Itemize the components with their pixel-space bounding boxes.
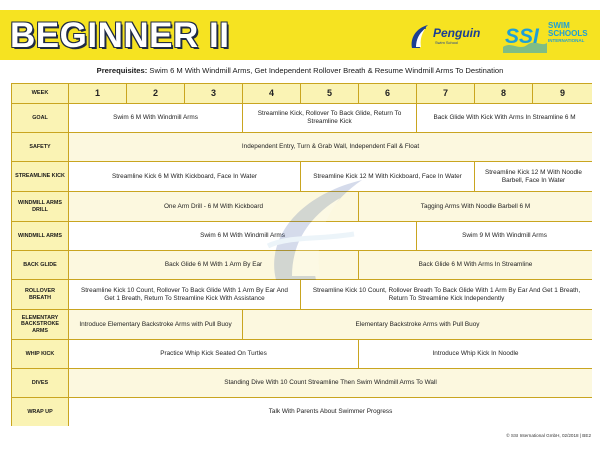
lesson-plan-table bbox=[11, 83, 592, 426]
row-label-rollover-breath: ROLLOVER BREATH bbox=[12, 280, 69, 310]
streamline-kick-weeks-8-9: Streamline Kick 12 M With Noodle Barbell, Face In Water bbox=[475, 162, 592, 192]
page-title: BEGINNER II bbox=[10, 16, 230, 55]
penguin-logo bbox=[408, 24, 494, 50]
row-label-whip-kick: WHIP KICK bbox=[12, 340, 69, 369]
week-8: 8 bbox=[475, 84, 533, 104]
windmill-arms-weeks-7-9: Swim 9 M With Windmill Arms bbox=[417, 222, 592, 251]
ssi-wave-icon bbox=[503, 21, 547, 53]
goal-weeks-7-9: Back Glide With Kick With Arms In Streamline 6 M bbox=[417, 104, 592, 133]
elementary-backstroke-weeks-1-3: Introduce Elementary Backstroke Arms with Pull Buoy bbox=[69, 310, 243, 340]
wrap-up-weeks-1-9: Talk With Parents About Swimmer Progress bbox=[69, 398, 592, 426]
row-label-goal: GOAL bbox=[12, 104, 69, 133]
dives-weeks-1-9: Standing Dive With 10 Count Streamline Then Swim Windmill Arms To Wall bbox=[69, 369, 592, 398]
week-1: 1 bbox=[69, 84, 127, 104]
streamline-kick-weeks-1-4: Streamline Kick 6 M With Kickboard, Face In Water bbox=[69, 162, 301, 192]
row-label-dives: DIVES bbox=[12, 369, 69, 398]
windmill-arms-weeks-1-6: Swim 6 M With Windmill Arms bbox=[69, 222, 417, 251]
prerequisites-text: Swim 6 M With Windmill Arms, Get Independent Rollover Breath & Resume Windmill Arms To Destination bbox=[149, 66, 504, 75]
row-label-safety: SAFETY bbox=[12, 133, 69, 162]
windmill-drill-weeks-1-5: One Arm Drill - 6 M With Kickboard bbox=[69, 192, 359, 222]
ssi-line-international: INTERNATIONAL bbox=[548, 38, 585, 43]
prerequisites-label: Prerequisites: bbox=[96, 66, 148, 75]
row-label-windmill-arms-drill: WINDMILL ARMS DRILL bbox=[12, 192, 69, 222]
penguin-logo-sub: Swim School bbox=[435, 40, 459, 45]
safety-weeks-1-9: Independent Entry, Turn & Grab Wall, Independent Fall & Float bbox=[69, 133, 592, 162]
goal-weeks-4-6: Streamline Kick, Rollover To Back Glide, Return To Streamline Kick bbox=[243, 104, 417, 133]
row-label-back-glide: BACK GLIDE bbox=[12, 251, 69, 280]
ssi-line-schools: SCHOOLS bbox=[548, 29, 588, 38]
week-4: 4 bbox=[243, 84, 301, 104]
copyright-footer: © SSI International GmbH, 02/2018 | BE2 bbox=[506, 433, 591, 438]
row-label-wrap-up: WRAP UP bbox=[12, 398, 69, 426]
ssi-logo-text bbox=[548, 22, 594, 44]
goal-weeks-1-3: Swim 6 M With Windmill Arms bbox=[69, 104, 243, 133]
penguin-icon bbox=[408, 24, 432, 50]
row-label-windmill-arms: WINDMILL ARMS bbox=[12, 222, 69, 251]
penguin-logo-name: Penguin bbox=[433, 26, 481, 40]
back-glide-weeks-6-9: Back Glide 6 M With Arms In Streamline bbox=[359, 251, 592, 280]
ssi-letters: SSI bbox=[505, 25, 539, 48]
rollover-breath-weeks-5-9: Streamline Kick 10 Count, Rollover Breath To Back Glide With 1 Arm By Ear And Get 1 Breath, Return To Streamline Kick Independently bbox=[301, 280, 592, 310]
prerequisites bbox=[0, 66, 600, 75]
whip-kick-weeks-1-5: Practice Whip Kick Seated On Turtles bbox=[69, 340, 359, 369]
elementary-backstroke-weeks-4-9: Elementary Backstroke Arms with Pull Buoy bbox=[243, 310, 592, 340]
streamline-kick-weeks-5-7: Streamline Kick 12 M With Kickboard, Face In Water bbox=[301, 162, 475, 192]
back-glide-weeks-1-5: Back Glide 6 M With 1 Arm By Ear bbox=[69, 251, 359, 280]
week-5: 5 bbox=[301, 84, 359, 104]
week-6: 6 bbox=[359, 84, 417, 104]
week-2: 2 bbox=[127, 84, 185, 104]
week-9: 9 bbox=[533, 84, 592, 104]
week-7: 7 bbox=[417, 84, 475, 104]
week-header-label: WEEK bbox=[12, 84, 69, 104]
rollover-breath-weeks-1-4: Streamline Kick 10 Count, Rollover To Back Glide With 1 Arm By Ear And Get 1 Breath, Return To Streamline Kick With Assistance bbox=[69, 280, 301, 310]
whip-kick-weeks-6-9: Introduce Whip Kick In Noodle bbox=[359, 340, 592, 369]
row-label-streamline-kick: STREAMLINE KICK bbox=[12, 162, 69, 192]
row-label-elementary-backstroke: ELEMENTARY BACKSTROKE ARMS bbox=[12, 310, 69, 340]
week-3: 3 bbox=[185, 84, 243, 104]
ssi-logo bbox=[503, 21, 593, 53]
ssi-line-swim: SWIM bbox=[548, 21, 570, 30]
windmill-drill-weeks-6-9: Tagging Arms With Noodle Barbell 6 M bbox=[359, 192, 592, 222]
